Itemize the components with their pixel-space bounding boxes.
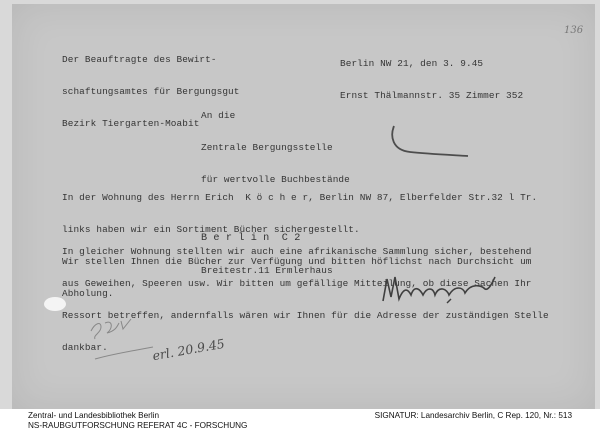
footer-signature: SIGNATUR: Landesarchiv Berlin, C Rep. 120, Nr.: 513 — [374, 411, 572, 420]
recipient-street: Breitestr.11 Ermlerhaus — [201, 264, 333, 276]
document-page — [12, 4, 595, 409]
paragraph-line: Ressort betreffen, andernfalls wären wir Ihnen für die Adresse der zuständigen Stelle — [62, 309, 549, 321]
footer-project: NS-RAUBGUTFORSCHUNG REFERAT 4C - FORSCHUNG — [28, 421, 248, 430]
pen-stroke — [382, 122, 472, 162]
footer-library: Zentral- und Landesbibliothek Berlin — [28, 411, 160, 420]
sender-line: Bezirk Tiergarten-Moabit — [62, 117, 200, 129]
paragraph-line: In der Wohnung des Herrn Erich K ö c h e r, Berlin NW 87, Elberfelder Str.32 l Tr. — [62, 192, 538, 204]
date-block — [340, 38, 523, 123]
paragraph-line: dankbar. — [62, 341, 108, 353]
recipient-city: B e r l i n C 2 — [201, 232, 301, 244]
footer — [0, 409, 600, 439]
recipient-line: Zentrale Bergungsstelle — [201, 141, 333, 153]
recipient-line: für wertvolle Buchbestände — [201, 173, 350, 185]
sender-line: Der Beauftragte des Bewirt- — [62, 54, 217, 66]
sender-address: Ernst Thälmannstr. 35 Zimmer 352 — [340, 89, 524, 101]
sender-line: schaftungsamtes für Bergungsgut — [62, 85, 240, 97]
paragraph-line: links haben wir ein Sortiment Bücher sichergestellt. — [62, 223, 360, 235]
paragraph-line: Abholung. — [62, 287, 114, 299]
place-date: Berlin NW 21, den 3. 9.45 — [340, 58, 484, 70]
recipient-line: An die — [201, 110, 236, 122]
paragraph-line: In gleicher Wohnung stellten wir auch eine afrikanische Sammlung sicher, bestehend — [62, 246, 532, 258]
paragraph-line: Wir stellen Ihnen die Bücher zur Verfügung und bitten höflichst nach Durchsicht um — [62, 255, 532, 267]
pencil-mark — [87, 307, 157, 362]
paragraph-line: aus Geweihen, Speeren usw. Wir bitten um gefällige Mitteilung, ob diese Sachen Ihr — [62, 277, 532, 289]
page-number: 136 — [564, 25, 584, 36]
handwritten-note: erl. 20.9.45 — [151, 335, 226, 364]
signature — [377, 269, 507, 309]
